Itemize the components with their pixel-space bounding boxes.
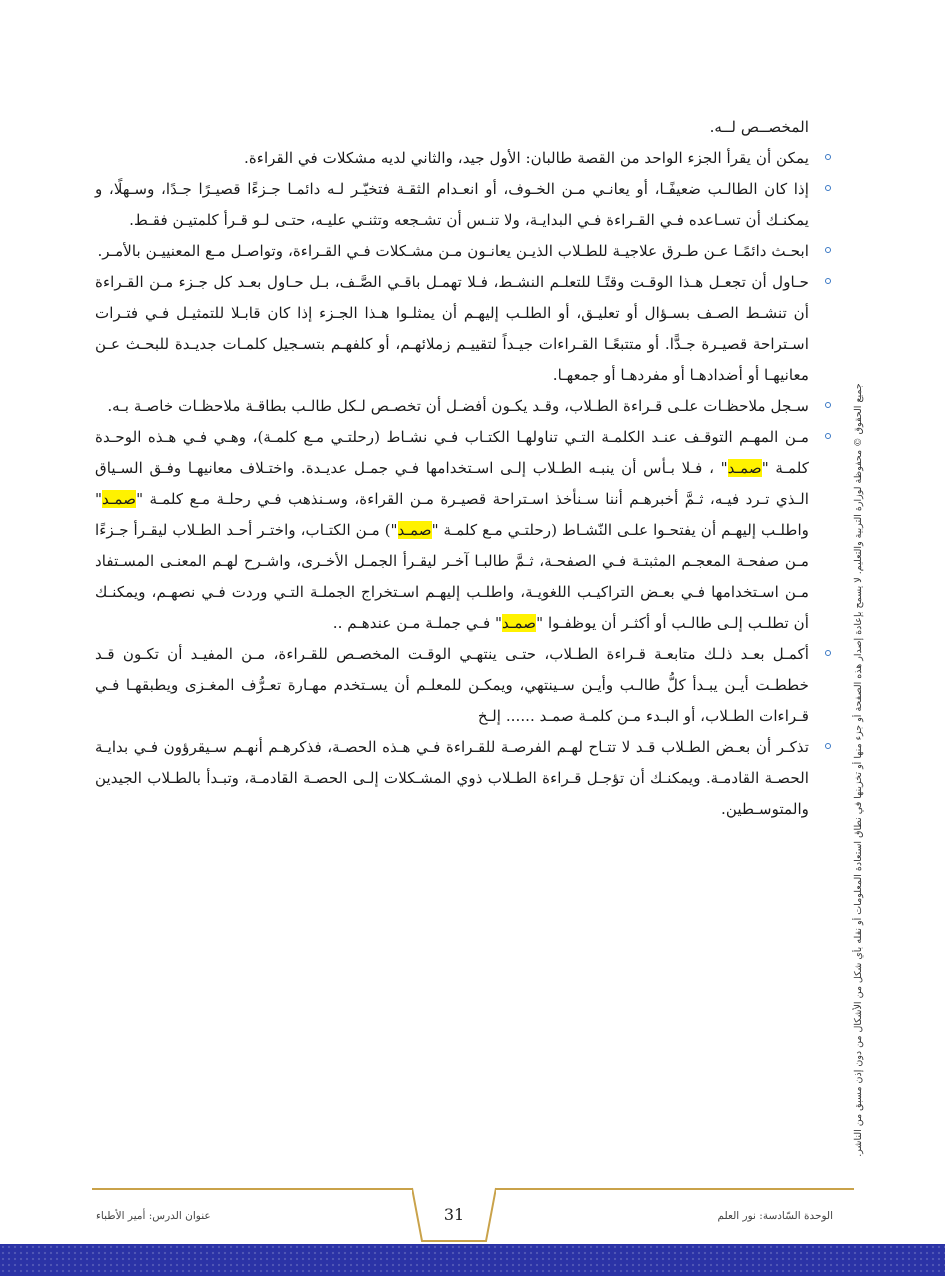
paragraph-text: سـجل ملاحظـات علـى قـراءة الطـلاب، وقـد يكـون أفضـل أن تخصـص لـكل طالـب بطاقـة ملاحظـات خاصـة بـه. [107,397,809,415]
highlighted-word: صمـد [727,459,762,477]
paragraph-text: تذكـر أن بعـض الطـلاب قـد لا تتـاح لهـم الفرصـة للقـراءة فـي هـذه الحصـة، فذكرهـم أنهـم سـيقرؤون فـي بدايـة الحصـة القادمـة. ويمكنـك أن تؤجـل قـراءة الطـلاب ذوي المشـكلات إلـى الحصـة القادمـة، وتبـدأ بالطـلاب الجيدين والمتوسـطين. [95,738,809,818]
copyright-note: جميع الحقوق © محفوظة لوزارة التربية والتعليم. لا يسمح بإعادة إصدار هذه الصفحة أو جزء منها أو تخزينها في نطاق استعادة المعلومات أو نقله بأي شكل من الأشكال من دون إذن مسبق من الناشر. [853,383,864,1157]
bullet-circle-icon [825,154,831,160]
bullet-paragraph [95,732,825,825]
highlighted-word: صمـد [102,490,137,508]
paragraph-text: ") مـن الكتـاب، واختـر أحـد الطـلاب ليقـرأ جـزءًا مـن صفحـة المعجـم المثبتـة فـي الصفحـة، ثـمَّ طالبـا آخـر ليقـرأ الجمـل الأخـرى، واشـرح لهـم المعنـى المسـتفاد مـن اسـتخدامها فـي بعـض التراكيـب اللغويـة، واطلـب إليهـم اسـتخراج الجملـة التـي وردت فـي نصهـم، ويمكنـك أن تطلـب إلـى طالـب أو أكثـر أن يوظفـوا " [95,521,809,632]
bottom-band [0,1244,945,1276]
paragraph-text: أكمـل بعـد ذلـك متابعـة قـراءة الطـلاب، حتـى ينتهـي الوقـت المخصـص للقـراءة، مـن المفيـد أن تكـون قـد خططـت أيـن يبـدأ كلُّ طالـب وأيـن سـينتهي، ويمكـن للمعلـم أن يسـتخدم مهـارة تعـرُّف المغـزى ويطبقهـا فـي قـراءات الطـلاب، أو البـدء مـن كلمـة صمـد ...... إلـخ [95,645,809,725]
bullet-circle-icon [825,247,831,253]
bullet-paragraph [95,639,825,732]
bullet-circle-icon [825,402,831,408]
bullet-paragraph [95,267,825,391]
paragraph-text: حـاول أن تجعـل هـذا الوقـت وقتًـا للتعلـم النشـط، فـلا تهمـل باقـي الصَّـف، بـل حـاول بعـد كل جـزء مـن القـراءة أن تنشـط الصـف بسـؤال أو تعليـق، أو الطلـب إليهـم أن يمثلـوا هـذا الجـزء إذا كان قابـلا للتمثيـل فـي فتـرات اسـتراحة قصيـرة جـدًّا. أو متتبعًـا القـراءات جيـداً لتقييـم زملائهـم، أو كلفهـم بتسـجيل كلمـات جديـدة للبحـث عـن معانيهـا أو أضدادهـا أو مفردهـا أو جمعهـا. [95,273,809,384]
highlighted-word: صمـد [502,614,537,632]
footer-rule-left [92,1188,414,1190]
paragraph-text: إذا كان الطالـب ضعيفًـا، أو يعانـي مـن الخـوف، أو انعـدام الثقـة فتخيّـر لـه دائمـا جـزءًا قصيـرًا جـدًا، وسـهلًا، و يمكنـك أن تسـاعده فـي القـراءة فـي البدايـة، ولا تنـس أن تشـجعه وتثنـي عليـه، حتـى لـو قـرأ كلمتيـن فقـط. [95,180,809,229]
paragraph-text: المخصــص لــه. [709,118,809,136]
bullet-circle-icon [825,278,831,284]
footer-rule-right [494,1188,854,1190]
paragraph-text: مـن المهـم التوقـف عنـد الكلمـة التـي تناولهـا الكتـاب فـي نشـاط (رحلتـي مـع كلمـة)، وهـي فـي هـذه الوحـدة كلمـة " [95,428,809,477]
bullet-circle-icon [825,433,831,439]
paragraph-text: ابحـث دائمًـا عـن طـرق علاجيـة للطـلاب الذيـن يعانـون مـن مشـكلات فـي القـراءة، وتواصـل مـع المعنييـن بالأمـر. [97,242,809,260]
bullet-paragraph [95,391,825,422]
bullet-paragraph [95,143,825,174]
paragraph-text: " ، فـلا بـأس أن ينبـه الطـلاب إلـى اسـتخدامها فـي جمـل عديـدة. واختـلاف معانيهـا وفـق السـياق الـذي تـرد فيـه، ثـمَّ أخبرهـم أننا سـنأخذ اسـتراحة قصيـرة مـن القراءة، وسـنذهب فـي رحلـة مـع كلمـة " [95,459,809,508]
band-pattern [0,1244,945,1276]
bullet-paragraph [95,236,825,267]
bullet-circle-icon [825,650,831,656]
lesson-title: عنوان الدرس: أمير الأطباء [96,1210,211,1222]
page-number: 31 [443,1205,465,1224]
bullet-circle-icon [825,743,831,749]
bullet-paragraph [95,174,825,236]
unit-title: الوحدة السّادسة: نور العلم [717,1210,833,1222]
paragraph-text: يمكن أن يقرأ الجزء الواحد من القصة طالبان: الأول جيد، والثاني لديه مشكلات في القراءة. [244,149,809,167]
highlighted-word: صمـد [397,521,432,539]
main-text [95,112,825,825]
continued-paragraph [95,112,825,143]
bullet-circle-icon [825,185,831,191]
bullet-paragraph [95,422,825,639]
paragraph-text: " فـي جملـة مـن عندهـم .. [332,614,503,632]
paragraph-text: " واطلـب إليهـم أن يفتحـوا علـى النّشـاط (رحلتـي مـع كلمـة " [95,490,809,539]
